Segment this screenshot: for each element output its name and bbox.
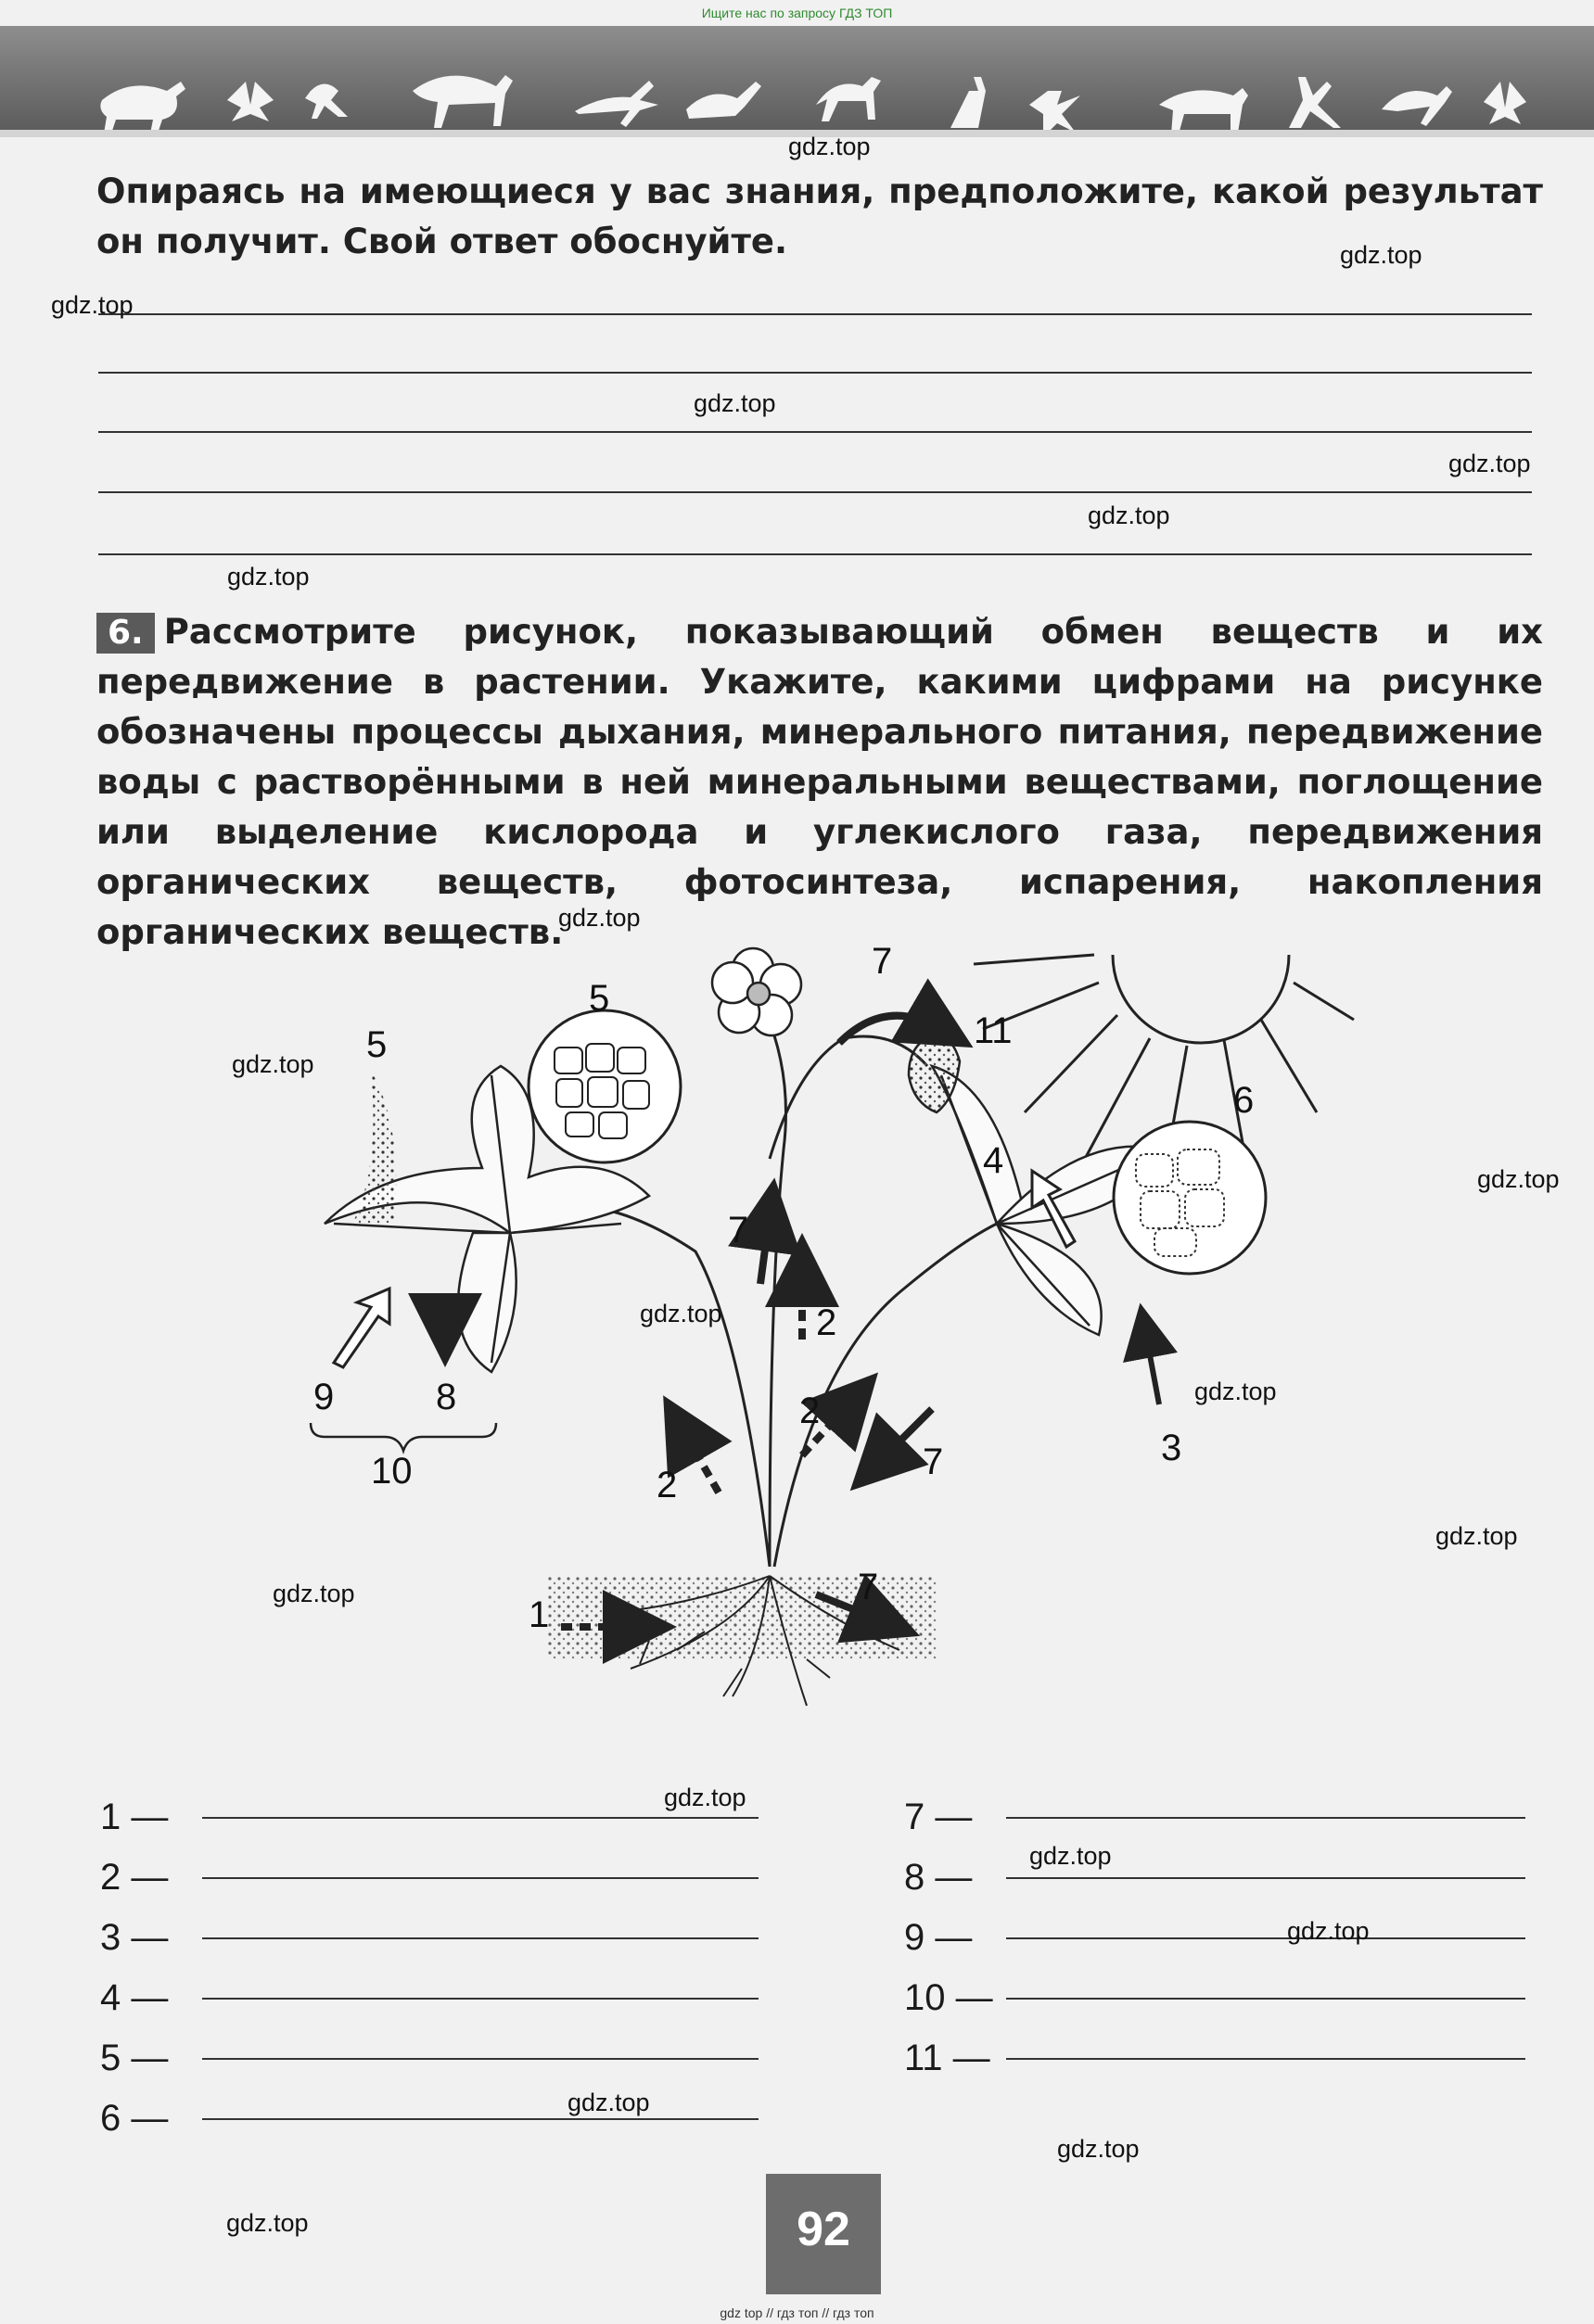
- diagram-label: 1: [529, 1594, 550, 1635]
- answer-row-8[interactable]: 8 —: [904, 1857, 1525, 1899]
- watermark: gdz.top: [640, 1300, 722, 1327]
- answer-line[interactable]: [98, 431, 1532, 433]
- diagram-label: 3: [1161, 1428, 1182, 1468]
- answer-row-7[interactable]: 7 —: [904, 1797, 1525, 1838]
- answer-line[interactable]: [98, 372, 1532, 374]
- plant-metabolism-diagram: [278, 922, 1539, 1757]
- task-number: 6.: [96, 613, 155, 654]
- diagram-label: 7: [858, 1567, 879, 1607]
- diagram-label: 7: [872, 941, 893, 982]
- watermark: gdz.top: [1340, 241, 1422, 269]
- diagram-label: 4: [983, 1140, 1004, 1181]
- watermark: gdz.top: [1194, 1378, 1277, 1405]
- watermark: gdz.top: [1029, 1842, 1112, 1870]
- bracket-9-8: [311, 1423, 496, 1451]
- diagram-label: 11: [974, 1010, 1013, 1051]
- watermark: gdz.top: [664, 1784, 746, 1811]
- answer-row-6[interactable]: 6 —: [100, 2098, 759, 2140]
- cell-circle-right-icon: [1114, 1122, 1266, 1274]
- watermark: gdz.top: [1448, 450, 1531, 477]
- answer-line[interactable]: [98, 491, 1532, 493]
- footer-note: gdz top // гдз топ // гдз топ: [720, 2305, 874, 2320]
- answer-row-3[interactable]: 3 —: [100, 1917, 759, 1959]
- diagram-label: 5: [366, 1024, 388, 1065]
- watermark: gdz.top: [226, 2209, 309, 2237]
- watermark: gdz.top: [1057, 2135, 1140, 2163]
- diagram-label: 7: [728, 1210, 749, 1251]
- answer-row-10[interactable]: 10 —: [904, 1977, 1525, 2019]
- answer-line[interactable]: [98, 553, 1532, 555]
- flower-icon: [712, 948, 801, 1035]
- watermark: gdz.top: [694, 389, 776, 417]
- watermark: gdz.top: [1088, 502, 1170, 529]
- diagram-label: 10: [371, 1451, 413, 1492]
- task-6: [96, 607, 1543, 958]
- watermark: gdz.top: [1477, 1165, 1560, 1193]
- diagram-label: 2: [799, 1391, 821, 1431]
- top-note: Ищите нас по запросу ГДЗ ТОП: [701, 6, 893, 20]
- diagram-label: 2: [657, 1465, 678, 1505]
- watermark: gdz.top: [788, 133, 871, 160]
- diagram-label: 7: [923, 1441, 944, 1482]
- answer-row-4[interactable]: 4 —: [100, 1977, 759, 2019]
- watermark: gdz.top: [558, 904, 641, 932]
- answer-row-9[interactable]: 9 —: [904, 1917, 1525, 1959]
- answer-row-5[interactable]: 5 —: [100, 2038, 759, 2079]
- diagram-label: 9: [313, 1377, 335, 1417]
- cell-circle-left-icon: [529, 1010, 681, 1162]
- watermark: gdz.top: [1435, 1522, 1518, 1550]
- diagram-label: 6: [1233, 1080, 1255, 1121]
- diagram-label: 2: [816, 1302, 837, 1343]
- diagram-label: 5: [589, 978, 610, 1019]
- watermark: gdz.top: [273, 1580, 355, 1607]
- page-number: 92: [766, 2174, 881, 2294]
- answer-row-2[interactable]: 2 —: [100, 1857, 759, 1899]
- watermark: gdz.top: [567, 2089, 650, 2116]
- intro-paragraph: Опираясь на имеющиеся у вас знания, предположите, какой результат он получит. Свой ответ обоснуйте.: [96, 171, 1543, 261]
- watermark: gdz.top: [227, 563, 310, 591]
- answer-row-1[interactable]: 1 —: [100, 1797, 759, 1838]
- watermark: gdz.top: [1287, 1917, 1370, 1945]
- animal-silhouettes-icon: [0, 26, 1594, 135]
- answer-line[interactable]: [98, 313, 1532, 315]
- answer-row-11[interactable]: 11 —: [904, 2038, 1525, 2079]
- watermark: gdz.top: [232, 1050, 314, 1078]
- header-banner: [0, 26, 1594, 135]
- task-text: Рассмотрите рисунок, показывающий обмен веществ и их передвижение в растении. Укажите, какими цифрами на рисунке обозначены процессы дыхания, минерального питания, передвижение воды с растворёнными в ней минеральными веществами, поглощение или выделение кислорода и углекислого газа, передвижения органических веществ, фотосинтеза, испарения, накопления органических веществ.: [96, 612, 1543, 952]
- watermark: gdz.top: [51, 291, 134, 319]
- diagram-label: 8: [436, 1377, 457, 1417]
